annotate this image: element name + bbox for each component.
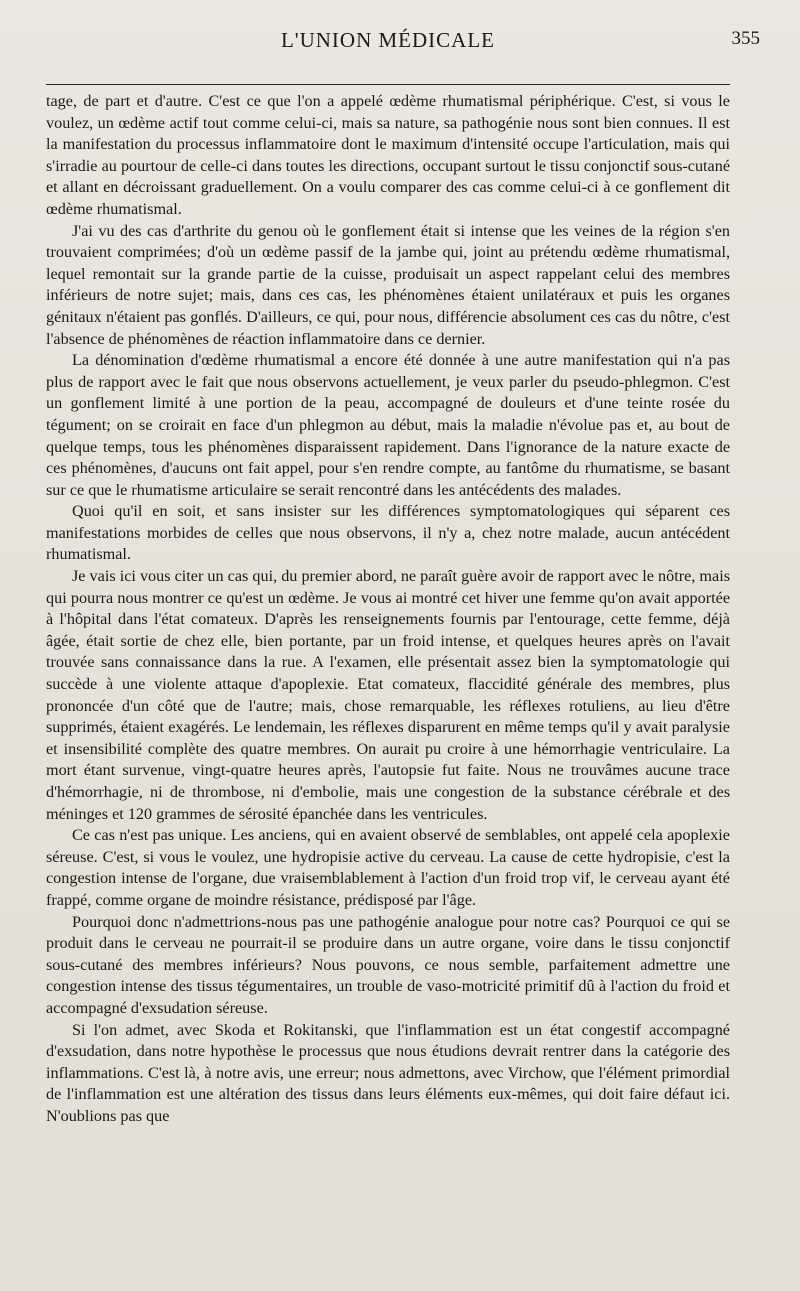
paragraph-4: Quoi qu'il en soit, et sans insister sur les différences symptomatologiques qui séparent ces manifestations morbides de celles que nous observons, il n'y a, chez notre malade, aucun antécédent rhumatismal. [46,502,730,564]
running-header [46,26,760,58]
paragraph-3: La dénomination d'œdème rhumatismal a encore été donnée à une autre manifestation qui n'a pas plus de rapport avec le fait que nous observons actuellement, je veux parler du pseudo-phlegmon. C'est un gonflement limité à une portion de la peau, accompagné de douleurs et d'une teinte rosée du tégument; on se croirait en face d'un phlegmon au début, mais la maladie n'évolue pas et, au bout de quelque temps, tous les phénomènes disparaissent rapidement. Dans l'ignorance de la nature exacte de ces phénomènes, d'aucuns ont fait appel, pour s'en rendre compte, au fantôme du rhumatisme, se basant sur ce que le rhumatisme articulaire se serait rencontré dans les antécédents des malades. [46,351,730,499]
journal-title: L'UNION MÉDICALE [280,28,495,52]
paragraph-7: Pourquoi donc n'admettrions-nous pas une pathogénie analogue pour notre cas? Pourquoi ce qui se produit dans le cerveau ne pourrait-il se produire dans un autre organe, voire dans le tissu conjonctif sous-cutané des membres inférieurs? Nous pouvons, ce nous semble, parfaitement admettre une congestion intense des tissus tégumentaires, un trouble de vaso-motricité primitif dû à l'action du froid et accompagné d'exsudation séreuse. [46,912,730,1017]
page-number: 355 [731,28,760,49]
header-rule [46,84,730,85]
body-text [46,91,730,1128]
paragraph-5: Je vais ici vous citer un cas qui, du premier abord, ne paraît guère avoir de rapport avec le nôtre, mais qui pourra nous montrer ce qu'est un œdème. Je vous ai montré cet hiver une femme qu'on avait apportée à l'hôpital dans l'état comateux. D'après les renseignements fournis par l'entourage, cette femme, déjà âgée, était sortie de chez elle, bien portante, par un froid intense, et quelques heures après on l'avait trouvée sans connaissance dans la rue. A l'examen, elle présentait assez bien la symptomatologie qui succède à une violente attaque d'apoplexie. Etat comateux, flaccidité générale des membres, plus prononcée d'un côté que de l'autre; mais, chose remarquable, les réflexes rotuliens, au lieu d'être supprimés, étaient exagérés. Le lendemain, les réflexes disparurent en même temps qu'il y avait paralysie et insensibilité complète des quatre membres. On aurait pu croire à une hémorrhagie ventriculaire. La mort étant survenue, vingt-quatre heures après, l'autopsie fut faite. Nous ne trouvâmes aucune trace d'hémorrhagie, ni de thrombose, ni d'embolie, mais une congestion de la substance cérébrale et des méninges et 120 grammes de sérosité épanchée dans les ventricules. [46,567,730,823]
paragraph-8: Si l'on admet, avec Skoda et Rokitanski, que l'inflammation est un état congestif accompagné d'exsudation, dans notre hypothèse le processus que nous étudions devrait rentrer dans la catégorie des inflammations. C'est là, à notre avis, une erreur; nous admettons, avec Virchow, que l'élément primordial de l'inflammation est une altération des tissus dans leurs éléments eux-mêmes, qui doit faire défaut ici. N'oublions pas que [46,1020,730,1125]
paragraph-6: Ce cas n'est pas unique. Les anciens, qui en avaient observé de semblables, ont appelé cela apoplexie séreuse. C'est, si vous le voulez, une hydropisie active du cerveau. La cause de cette hydropisie, c'est la congestion intense de l'organe, due vraisemblablement à l'action d'un froid trop vif, le cerveau ayant été frappé, comme organe de moindre résistance, prédisposé par l'âge. [46,826,730,909]
paragraph-1: tage, de part et d'autre. C'est ce que l'on a appelé œdème rhumatismal périphérique. C'est, si vous le voulez, un œdème actif tout comme celui-ci, mais sa nature, sa pathogénie nous sont bien connues. Il est la manifestation du processus inflammatoire dont le maximum d'intensité occupe l'articulation, mais qui s'irradie au pourtour de celle-ci dans toutes les directions, occupant surtout le tissu conjonctif sous-cutané et allant en décroissant graduellement. On a voulu comparer des cas comme celui-ci à ce gonflement dit œdème rhumatismal. [46,92,730,218]
paragraph-2: J'ai vu des cas d'arthrite du genou où le gonflement était si intense que les veines de la région s'en trouvaient comprimées; d'où un œdème passif de la jambe qui, joint au prétendu œdème rhumatismal, lequel remontait sur la grande partie de la cuisse, produisait un aspect rappelant celui des membres inférieurs de notre sujet; mais, dans ces cas, les phénomènes étaient unilatéraux et puis les organes génitaux n'étaient pas gonflés. D'ailleurs, ce qui, pour nous, différencie absolument ces cas du nôtre, c'est l'absence de phénomènes de réaction inflammatoire dans ce dernier. [46,221,730,348]
